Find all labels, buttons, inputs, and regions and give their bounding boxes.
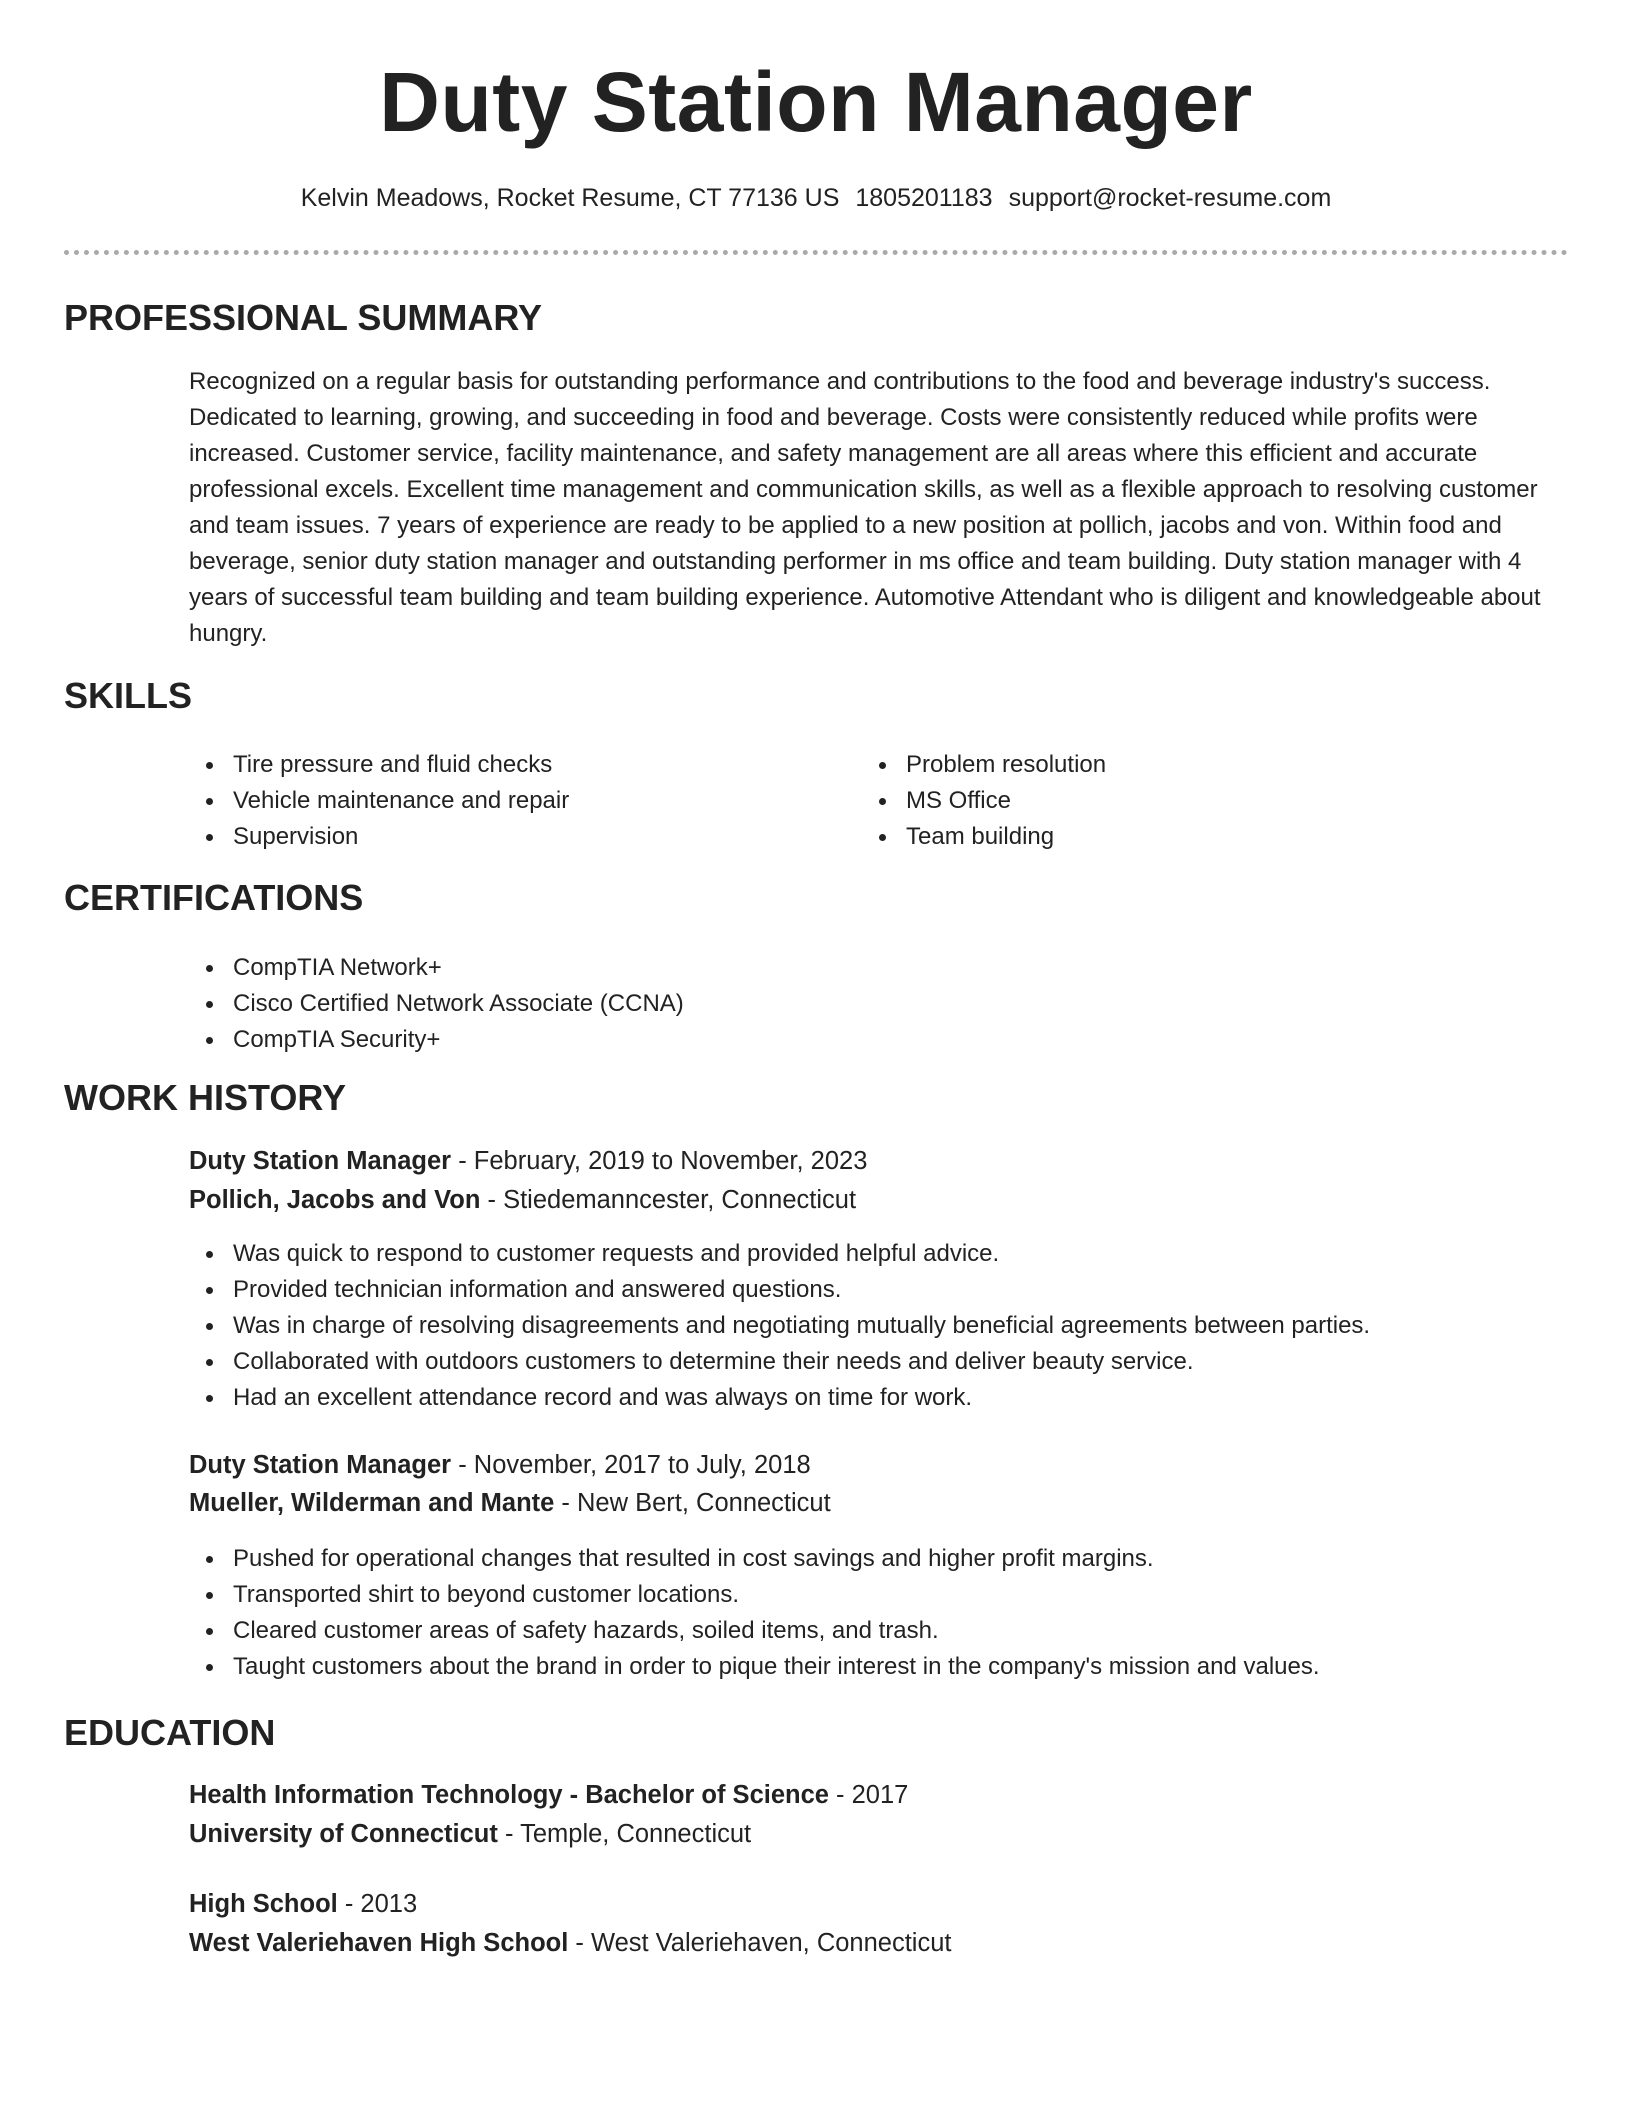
list-item: Tire pressure and fluid checks [189,747,569,783]
job-title: Duty Station Manager [189,1451,452,1479]
contact-line [0,180,1632,216]
summary-heading: PROFESSIONAL SUMMARY [64,297,543,338]
education-heading: EDUCATION [64,1712,276,1753]
list-item: Cleared customer areas of safety hazards, soiled items, and trash. [189,1613,1320,1649]
job-bullet-list [189,1541,1320,1685]
education-degree: Health Information Technology - Bachelor of Science [189,1781,829,1809]
contact-email: support@rocket-resume.com [1008,184,1332,212]
list-item: CompTIA Security+ [189,1022,684,1058]
education-degree-line [189,1885,417,1923]
list-item: Supervision [189,819,569,855]
work-history-heading: WORK HISTORY [64,1077,347,1118]
education-year: - 2017 [828,1781,909,1809]
list-item: Was in charge of resolving disagreements and negotiating mutually beneficial agreements between parties. [189,1308,1370,1344]
job-dates: - February, 2019 to November, 2023 [451,1147,868,1175]
skills-list-left [189,747,569,855]
job-title-line [189,1446,811,1484]
certifications-heading: CERTIFICATIONS [64,877,364,918]
job-dates: - November, 2017 to July, 2018 [451,1451,811,1479]
education-school-line [189,1924,951,1962]
job-title: Duty Station Manager [189,1147,452,1175]
education-year: - 2013 [337,1890,418,1918]
skills-heading: SKILLS [64,675,193,716]
certifications-bullets [189,950,684,1058]
education-school: University of Connecticut [189,1820,498,1848]
page-title: Duty Station Manager [379,55,1253,149]
job-company: Pollich, Jacobs and Von [189,1186,481,1214]
list-item: Had an excellent attendance record and was always on time for work. [189,1380,1370,1416]
job-location: - New Bert, Connecticut [554,1489,831,1517]
job-bullets [189,1236,1370,1416]
list-item: Vehicle maintenance and repair [189,783,569,819]
education-school-line [189,1815,751,1853]
skills-list-right [862,747,1106,855]
education-location: - West Valeriehaven, Connecticut [568,1929,952,1957]
list-item: CompTIA Network+ [189,950,684,986]
list-item: Transported shirt to beyond customer locations. [189,1577,1320,1613]
list-item: Was quick to respond to customer requests and provided helpful advice. [189,1236,1370,1272]
list-item: Problem resolution [862,747,1106,783]
education-degree: High School [189,1890,338,1918]
skills-right-column [862,747,1106,855]
list-item: Taught customers about the brand in order to pique their interest in the company's mission and values. [189,1649,1320,1685]
job-location: - Stiedemanncester, Connecticut [480,1186,857,1214]
job-company-line [189,1484,831,1522]
list-item: MS Office [862,783,1106,819]
header-divider [64,250,1568,255]
list-item: Provided technician information and answered questions. [189,1272,1370,1308]
list-item: Collaborated with outdoors customers to determine their needs and deliver beauty service. [189,1344,1370,1380]
certifications-list [189,950,684,1058]
education-degree-line [189,1776,908,1814]
contact-address: Kelvin Meadows, Rocket Resume, CT 77136 US [300,184,840,212]
education-school: West Valeriehaven High School [189,1929,569,1957]
job-bullets [189,1541,1320,1685]
job-bullet-list [189,1236,1370,1416]
contact-phone: 1805201183 [855,184,993,212]
education-location: - Temple, Connecticut [497,1820,752,1848]
job-title-line [189,1142,867,1180]
skills-left-column [189,747,569,855]
job-company: Mueller, Wilderman and Mante [189,1489,555,1517]
list-item: Cisco Certified Network Associate (CCNA) [189,986,684,1022]
list-item: Pushed for operational changes that resulted in cost savings and higher profit margins. [189,1541,1320,1577]
list-item: Team building [862,819,1106,855]
job-company-line [189,1181,856,1219]
summary-text: Recognized on a regular basis for outstanding performance and contributions to the food and beverage industry's success. Dedicated to learning, growing, and succeeding in food and beverage. Costs were consistently reduced while profits were increased. Customer service, facility maintenance, and safety management are all areas where this efficient and accurate professional excels. Excellent time management and communication skills, as well as a flexible approach to resolving customer and team issues. 7 years of experience are ready to be applied to a new position at pollich, jacobs and von. Within food and beverage, senior duty station manager and outstanding performer in ms office and team building. Duty station manager with 4 years of successful team building and team building experience. Automotive Attendant who is diligent and knowledgeable about hungry. [189,368,1541,647]
